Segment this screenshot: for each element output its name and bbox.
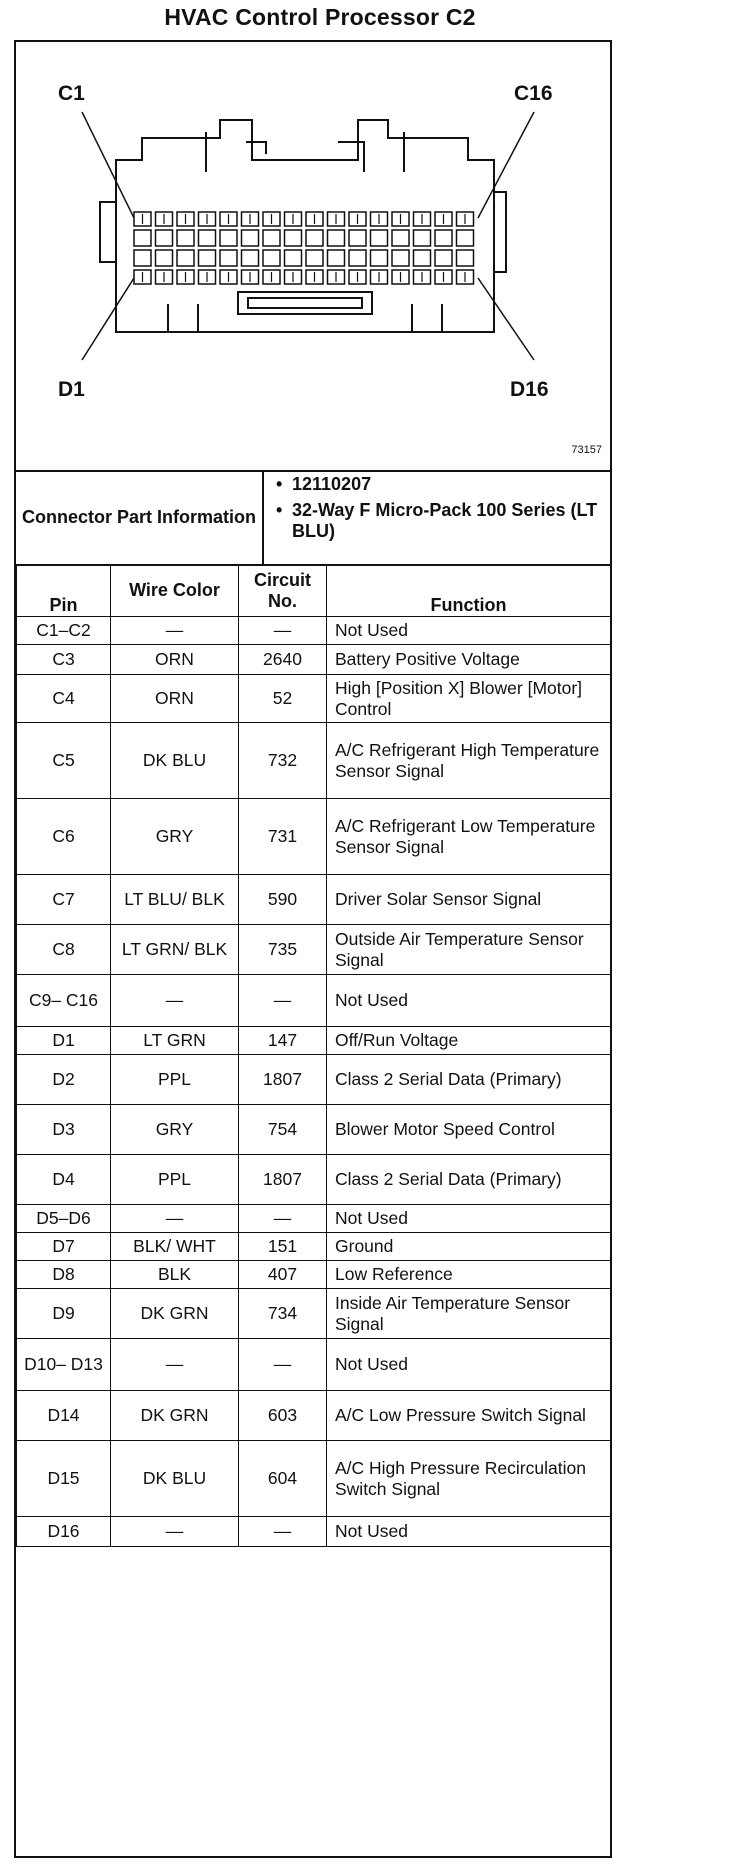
pin-cavity <box>156 230 173 246</box>
function-cell: Class 2 Serial Data (Primary) <box>327 1155 611 1205</box>
pin-cavity <box>242 230 259 246</box>
pin-cavity <box>306 230 323 246</box>
page-title: HVAC Control Processor C2 <box>164 4 476 30</box>
pin-cavity <box>177 230 194 246</box>
wire-color-cell: — <box>111 1339 239 1391</box>
pin-cell: D14 <box>17 1391 111 1441</box>
header-circuit-no: Circuit No. <box>239 565 327 617</box>
table-row <box>17 1105 611 1155</box>
pin-cavity <box>328 250 345 266</box>
wire-color-cell: LT GRN/ BLK <box>111 925 239 975</box>
connector-diagram <box>16 42 610 472</box>
circuit-cell: 735 <box>239 925 327 975</box>
circuit-cell: 754 <box>239 1105 327 1155</box>
function-cell: Not Used <box>327 1517 611 1547</box>
pin-cavity <box>457 250 474 266</box>
wire-color-cell: DK BLU <box>111 723 239 799</box>
pin-cavity <box>285 250 302 266</box>
pin-label-d16: D16 <box>510 378 549 401</box>
pin-cavity <box>328 230 345 246</box>
wire-color-cell: GRY <box>111 1105 239 1155</box>
circuit-cell: — <box>239 975 327 1027</box>
pin-cavity <box>414 230 431 246</box>
table-row <box>17 975 611 1027</box>
pin-cell: D8 <box>17 1261 111 1289</box>
function-cell: Low Reference <box>327 1261 611 1289</box>
table-row <box>17 1289 611 1339</box>
circuit-cell: 603 <box>239 1391 327 1441</box>
wire-color-cell: ORN <box>111 675 239 723</box>
pin-cavity <box>371 230 388 246</box>
part-number: • 12110207 <box>274 474 604 495</box>
pin-cell: D7 <box>17 1233 111 1261</box>
pin-label-c1: C1 <box>58 82 85 105</box>
pin-cavity <box>457 230 474 246</box>
function-cell: Outside Air Temperature Sensor Signal <box>327 925 611 975</box>
circuit-cell: 147 <box>239 1027 327 1055</box>
function-cell: A/C Refrigerant Low Temperature Sensor Signal <box>327 799 611 875</box>
figure-number: 73157 <box>571 444 602 456</box>
pin-cell: C6 <box>17 799 111 875</box>
function-cell: A/C Low Pressure Switch Signal <box>327 1391 611 1441</box>
wire-color-cell: DK GRN <box>111 1289 239 1339</box>
pin-cavity <box>349 230 366 246</box>
circuit-cell: 151 <box>239 1233 327 1261</box>
function-cell: Ground <box>327 1233 611 1261</box>
pin-cell: C8 <box>17 925 111 975</box>
pin-cavity <box>392 230 409 246</box>
function-cell: A/C High Pressure Recirculation Switch Signal <box>327 1441 611 1517</box>
table-row <box>17 1027 611 1055</box>
wire-color-cell: BLK/ WHT <box>111 1233 239 1261</box>
pin-cavity <box>263 250 280 266</box>
table-row <box>17 1055 611 1105</box>
circuit-cell: — <box>239 1517 327 1547</box>
header-pin: Pin <box>17 565 111 617</box>
table-row <box>17 1517 611 1547</box>
function-cell: Not Used <box>327 975 611 1027</box>
pin-cell: D9 <box>17 1289 111 1339</box>
wire-color-cell: DK BLU <box>111 1441 239 1517</box>
function-cell: Not Used <box>327 1205 611 1233</box>
pin-cavity <box>177 250 194 266</box>
table-row <box>17 1391 611 1441</box>
pin-label-c16: C16 <box>514 82 553 105</box>
pin-cavity <box>199 230 216 246</box>
table-row <box>17 723 611 799</box>
circuit-cell: — <box>239 1339 327 1391</box>
table-row <box>17 1339 611 1391</box>
pin-cell: D2 <box>17 1055 111 1105</box>
wire-color-cell: — <box>111 1205 239 1233</box>
circuit-cell: — <box>239 617 327 645</box>
pin-cell: C3 <box>17 645 111 675</box>
table-row <box>17 645 611 675</box>
header-wire-color: Wire Color <box>111 565 239 617</box>
pinout-table-body <box>17 617 611 1547</box>
pin-cell: D1 <box>17 1027 111 1055</box>
wire-color-cell: ORN <box>111 645 239 675</box>
function-cell: Not Used <box>327 1339 611 1391</box>
wire-color-cell: LT GRN <box>111 1027 239 1055</box>
circuit-cell: 52 <box>239 675 327 723</box>
pin-cavity <box>220 230 237 246</box>
pin-cavity <box>134 230 151 246</box>
pin-cavity <box>306 250 323 266</box>
function-cell: Driver Solar Sensor Signal <box>327 875 611 925</box>
table-row <box>17 1205 611 1233</box>
pin-cavity <box>156 250 173 266</box>
circuit-cell: 407 <box>239 1261 327 1289</box>
wire-color-cell: DK GRN <box>111 1391 239 1441</box>
pin-cell: D16 <box>17 1517 111 1547</box>
pin-cell: D4 <box>17 1155 111 1205</box>
table-row <box>17 875 611 925</box>
wire-color-cell: PPL <box>111 1155 239 1205</box>
wire-color-cell: — <box>111 975 239 1027</box>
pin-cavity <box>242 250 259 266</box>
wire-color-cell: LT BLU/ BLK <box>111 875 239 925</box>
function-cell: Not Used <box>327 617 611 645</box>
pin-cavity <box>414 250 431 266</box>
pin-cell: D3 <box>17 1105 111 1155</box>
function-cell: Blower Motor Speed Control <box>327 1105 611 1155</box>
table-row <box>17 925 611 975</box>
circuit-cell: 590 <box>239 875 327 925</box>
pin-label-d1: D1 <box>58 378 85 401</box>
circuit-cell: 731 <box>239 799 327 875</box>
table-row <box>17 1441 611 1517</box>
pin-cell: C4 <box>17 675 111 723</box>
table-row <box>17 1233 611 1261</box>
pin-cavity <box>392 250 409 266</box>
function-cell: Inside Air Temperature Sensor Signal <box>327 1289 611 1339</box>
function-cell: Battery Positive Voltage <box>327 645 611 675</box>
circuit-cell: 604 <box>239 1441 327 1517</box>
pinout-table <box>16 564 611 1547</box>
circuit-cell: 1807 <box>239 1155 327 1205</box>
connector-part-info-label: Connector Part Information <box>16 470 264 564</box>
pin-cavity <box>134 250 151 266</box>
circuit-cell: 1807 <box>239 1055 327 1105</box>
pin-cell: D15 <box>17 1441 111 1517</box>
pin-cell: C7 <box>17 875 111 925</box>
connector-part-info-values <box>274 474 604 547</box>
pin-grid <box>134 212 474 284</box>
pin-cavity <box>285 230 302 246</box>
pin-cavity <box>435 230 452 246</box>
circuit-cell: — <box>239 1205 327 1233</box>
function-cell: Off/Run Voltage <box>327 1027 611 1055</box>
table-row <box>17 1261 611 1289</box>
table-row <box>17 1155 611 1205</box>
pin-cavity <box>199 250 216 266</box>
wire-color-cell: PPL <box>111 1055 239 1105</box>
pin-cell: C1–C2 <box>17 617 111 645</box>
pin-cell: C9– C16 <box>17 975 111 1027</box>
wire-color-cell: — <box>111 1517 239 1547</box>
circuit-cell: 734 <box>239 1289 327 1339</box>
connector-part-info <box>16 470 610 566</box>
function-cell: High [Position X] Blower [Motor] Control <box>327 675 611 723</box>
wire-color-cell: GRY <box>111 799 239 875</box>
header-function: Function <box>327 565 611 617</box>
pin-cell: D10– D13 <box>17 1339 111 1391</box>
pin-cavity <box>371 250 388 266</box>
pin-cavity <box>263 230 280 246</box>
connector-sheet <box>14 40 612 1858</box>
pin-cell: C5 <box>17 723 111 799</box>
table-row <box>17 799 611 875</box>
pin-cavity <box>349 250 366 266</box>
circuit-cell: 2640 <box>239 645 327 675</box>
connector-type: • 32-Way F Micro-Pack 100 Series (LT BLU) <box>274 500 604 542</box>
table-row <box>17 675 611 723</box>
function-cell: A/C Refrigerant High Temperature Sensor Signal <box>327 723 611 799</box>
circuit-cell: 732 <box>239 723 327 799</box>
pin-cavity <box>220 250 237 266</box>
wire-color-cell: — <box>111 617 239 645</box>
table-row <box>17 617 611 645</box>
table-header-row <box>17 565 611 617</box>
function-cell: Class 2 Serial Data (Primary) <box>327 1055 611 1105</box>
wire-color-cell: BLK <box>111 1261 239 1289</box>
pin-cavity <box>435 250 452 266</box>
connector-face-drawing <box>16 42 610 470</box>
pin-cell: D5–D6 <box>17 1205 111 1233</box>
